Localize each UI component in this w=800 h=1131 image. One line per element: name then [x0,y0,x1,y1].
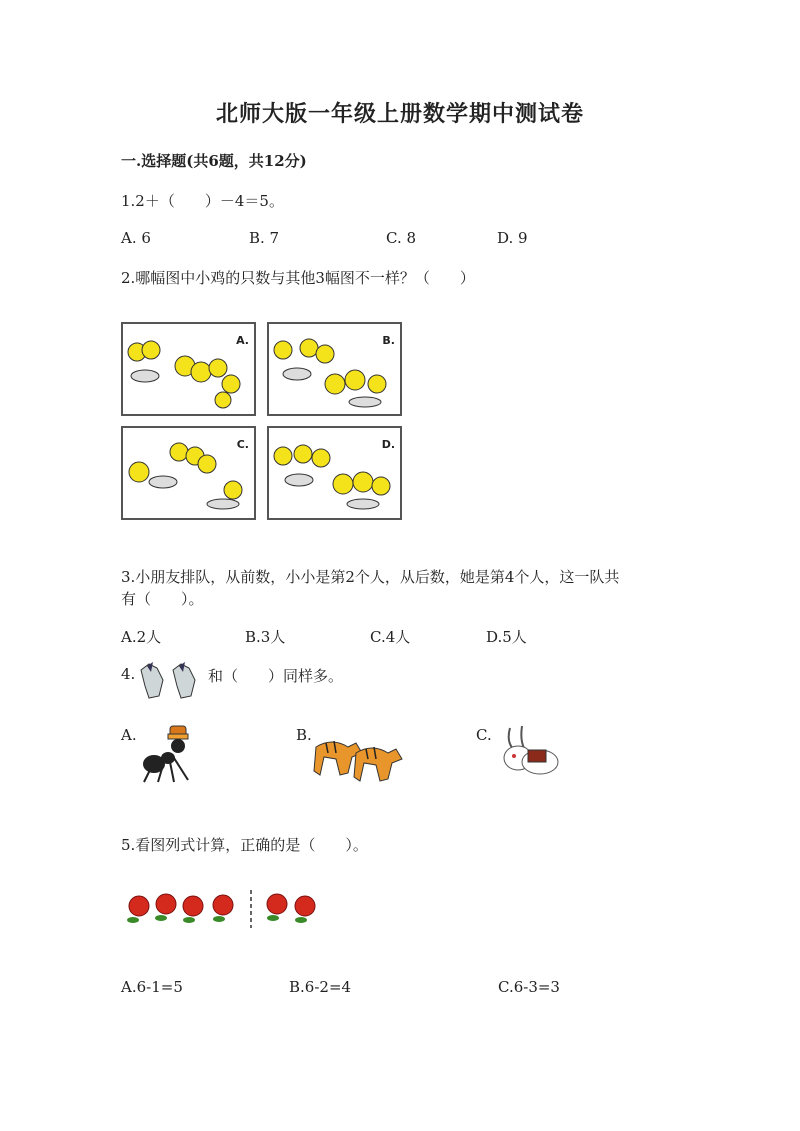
chicks-illustration [269,324,400,414]
chick-panel-d [267,426,402,520]
horses-icon [135,660,205,702]
question-2: 2.哪幅图中小鸡的只数与其他3幅图不一样？（ ） [121,269,475,287]
section-heading: 一.选择题(共6题，共12分) [121,152,307,170]
q1-option-b: B. 7 [249,229,280,247]
q3-option-c: C.4人 [370,628,411,646]
panel-label-d: D. [381,438,395,451]
q1-option-c: C. 8 [386,229,417,247]
question-4: 和（ ）同样多。 [208,667,344,685]
q5-option-b: B.6-2=4 [289,978,352,996]
q4-option-a: A. [121,726,137,744]
q4-option-c: C. [476,726,492,744]
question-1: 1.2＋（ ）－4＝5。 [121,192,284,210]
page-title: 北师大版一年级上册数学期中测试卷 [215,101,584,127]
panel-label-a: A. [236,334,249,347]
chick-panel-b [267,322,402,416]
chick-panel-a [121,322,256,416]
chicks-illustration [269,428,400,518]
chick-panel-c [121,426,256,520]
flowers-icon [121,888,327,930]
question-4-number: 4. [121,665,136,683]
question-3-line1: 3.小朋友排队，从前数，小小是第2个人，从后数，她是第4个人，这一队共 [121,568,620,586]
q1-option-d: D. 9 [497,229,528,247]
q5-option-c: C.6-3=3 [498,978,560,996]
panel-label-c: C. [236,438,249,451]
q3-option-a: A.2人 [121,628,162,646]
panel-label-b: B. [382,334,395,347]
ant-icon [140,722,202,788]
q1-option-a: A. 6 [121,229,151,247]
question-5: 5.看图列式计算，正确的是（ ）。 [121,836,368,854]
chicks-illustration [123,428,254,518]
q4-option-b: B. [296,726,312,744]
rabbit-icon [494,722,562,780]
chicks-figure [121,322,406,522]
q3-option-d: D.5人 [486,628,527,646]
question-3-line2: 有（ ）。 [121,590,204,608]
q3-option-b: B.3人 [245,628,286,646]
chicks-illustration [123,324,254,414]
tigers-icon [312,727,404,785]
q5-option-a: A.6-1=5 [121,978,183,996]
